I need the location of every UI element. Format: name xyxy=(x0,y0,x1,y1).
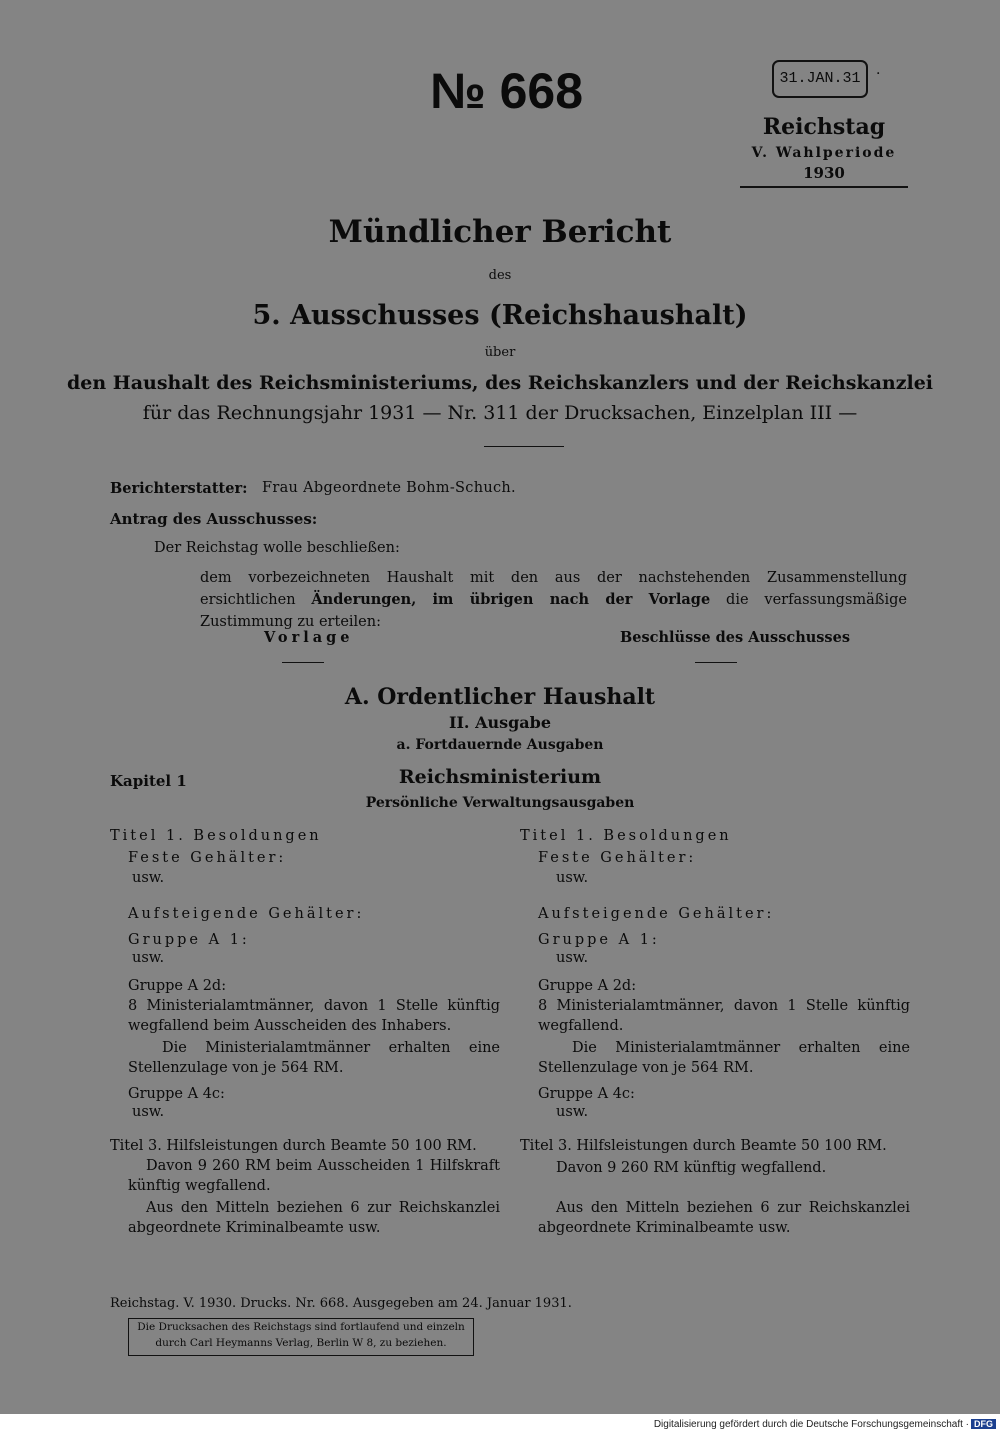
ministry-heading: Reichsministerium xyxy=(398,766,602,788)
stellenzulage-text: Die Ministerialamtmänner erhalten eine Stellenzulage von je 564 RM. xyxy=(128,1040,500,1076)
title-ueber: über xyxy=(484,345,516,360)
column-header-beschluesse: Beschlüsse des Ausschusses xyxy=(620,629,850,646)
section-heading: A. Ordentlicher Haushalt xyxy=(344,684,656,710)
aufsteigende-gehaelter: Aufsteigende Gehälter: xyxy=(538,906,775,922)
header-rule xyxy=(740,186,908,188)
stellenzulage-text: Die Ministerialamtmänner erhalten eine Stellenzulage von je 564 RM. xyxy=(538,1040,910,1076)
aufsteigende-gehaelter: Aufsteigende Gehälter: xyxy=(128,906,365,922)
titel-3: Titel 3. Hilfsleistungen durch Beamte 50 100 RM. xyxy=(520,1138,887,1154)
gruppe-a1: Gruppe A 1: xyxy=(538,932,660,948)
column-rule-right xyxy=(695,662,737,663)
report-title: Mündlicher Bericht xyxy=(328,214,672,250)
motion-text-2: die verfassungsmäßige Zustimmung zu erteilen: xyxy=(200,592,907,630)
motion-text-bold: Änderungen, im übrigen nach der Vorlage xyxy=(311,591,711,608)
vorlage-column xyxy=(110,826,510,1246)
titel-1: Titel 1. Besoldungen xyxy=(110,828,322,844)
kapitel-label: Kapitel 1 xyxy=(110,772,187,790)
column-header-vorlage: Vorlage xyxy=(264,629,354,646)
gruppe-a2d-text: 8 Ministerialamtmänner, davon 1 Stelle künftig wegfallend. xyxy=(538,998,910,1034)
mitteln-text: Aus den Mitteln beziehen 6 zur Reichskanzlei abgeordnete Kriminalbeamte usw. xyxy=(538,1200,910,1236)
davon-text: Davon 9 260 RM künftig wegfallend. xyxy=(556,1160,827,1176)
usw: usw. xyxy=(132,870,165,886)
antrag-heading: Antrag des Ausschusses: xyxy=(110,510,318,528)
davon-text: Davon 9 260 RM beim Ausscheiden 1 Hilfskraft künftig wegfallend. xyxy=(128,1158,500,1194)
publication-line: Reichstag. V. 1930. Drucks. Nr. 668. Ausgegeben am 24. Januar 1931. xyxy=(110,1296,572,1311)
usw: usw. xyxy=(556,1104,589,1120)
wahlperiode-label: V. Wahlperiode xyxy=(751,145,897,161)
column-rule-left xyxy=(282,662,324,663)
section-fortdauernd: a. Fortdauernde Ausgaben xyxy=(396,737,604,753)
feste-gehaelter: Feste Gehälter: xyxy=(538,850,697,866)
gruppe-a2d-text: 8 Ministerialamtmänner, davon 1 Stelle künftig wegfallend beim Ausscheiden des Inhabers. xyxy=(128,998,500,1034)
expense-category: Persönliche Verwaltungsausgaben xyxy=(365,795,635,811)
subject-line-2: für das Rechnungsjahr 1931 — Nr. 311 der Drucksachen, Einzelplan III — xyxy=(142,402,858,424)
beschluesse-column xyxy=(520,826,920,1246)
subject-line-1: den Haushalt des Reichsministeriums, des Reichskanzlers und der Reichskanzlei xyxy=(66,372,934,394)
gruppe-a2d: Gruppe A 2d: xyxy=(128,978,227,994)
dfg-logo: DFG xyxy=(971,1419,996,1429)
usw: usw. xyxy=(556,950,589,966)
usw: usw. xyxy=(556,870,589,886)
stamp-mark: · xyxy=(876,66,881,82)
feste-gehaelter: Feste Gehälter: xyxy=(128,850,287,866)
year-label: 1930 xyxy=(803,164,845,182)
titel-1: Titel 1. Besoldungen xyxy=(520,828,732,844)
motion-paragraph xyxy=(200,567,907,633)
gruppe-a2d: Gruppe A 2d: xyxy=(538,978,637,994)
reichstag-label: Reichstag xyxy=(762,114,886,140)
divider xyxy=(484,446,564,447)
titel-3: Titel 3. Hilfsleistungen durch Beamte 50 100 RM. xyxy=(110,1138,477,1154)
beschliessen-text: Der Reichstag wolle beschließen: xyxy=(154,540,400,556)
publisher-note-line-2: durch Carl Heymanns Verlag, Berlin W 8, zu beziehen. xyxy=(155,1337,447,1349)
publisher-note xyxy=(128,1318,474,1356)
title-des: des xyxy=(488,268,512,283)
usw: usw. xyxy=(132,1104,165,1120)
usw: usw. xyxy=(132,950,165,966)
berichterstatter-label: Berichterstatter: xyxy=(110,480,248,497)
document-number: № 668 xyxy=(430,63,584,119)
motion-text-1: dem vorbezeichneten Haushalt mit den aus der nachstehenden Zusammenstellung ersichtlichen xyxy=(200,570,907,608)
digitization-credit xyxy=(654,1419,996,1430)
date-stamp: 31.JAN.31 xyxy=(772,60,868,98)
berichterstatter-name: Frau Abgeordnete Bohm-Schuch. xyxy=(262,480,516,496)
committee-title: 5. Ausschusses (Reichshaushalt) xyxy=(252,300,748,331)
gruppe-a4c: Gruppe A 4c: xyxy=(128,1086,225,1102)
publisher-note-line-1: Die Drucksachen des Reichstags sind fortlaufend und einzeln xyxy=(137,1321,465,1333)
digitization-text: Digitalisierung gefördert durch die Deutsche Forschungsgemeinschaft · xyxy=(653,1419,969,1430)
gruppe-a1: Gruppe A 1: xyxy=(128,932,250,948)
section-ausgabe: II. Ausgabe xyxy=(448,713,552,732)
mitteln-text: Aus den Mitteln beziehen 6 zur Reichskanzlei abgeordnete Kriminalbeamte usw. xyxy=(128,1200,500,1236)
gruppe-a4c: Gruppe A 4c: xyxy=(538,1086,635,1102)
